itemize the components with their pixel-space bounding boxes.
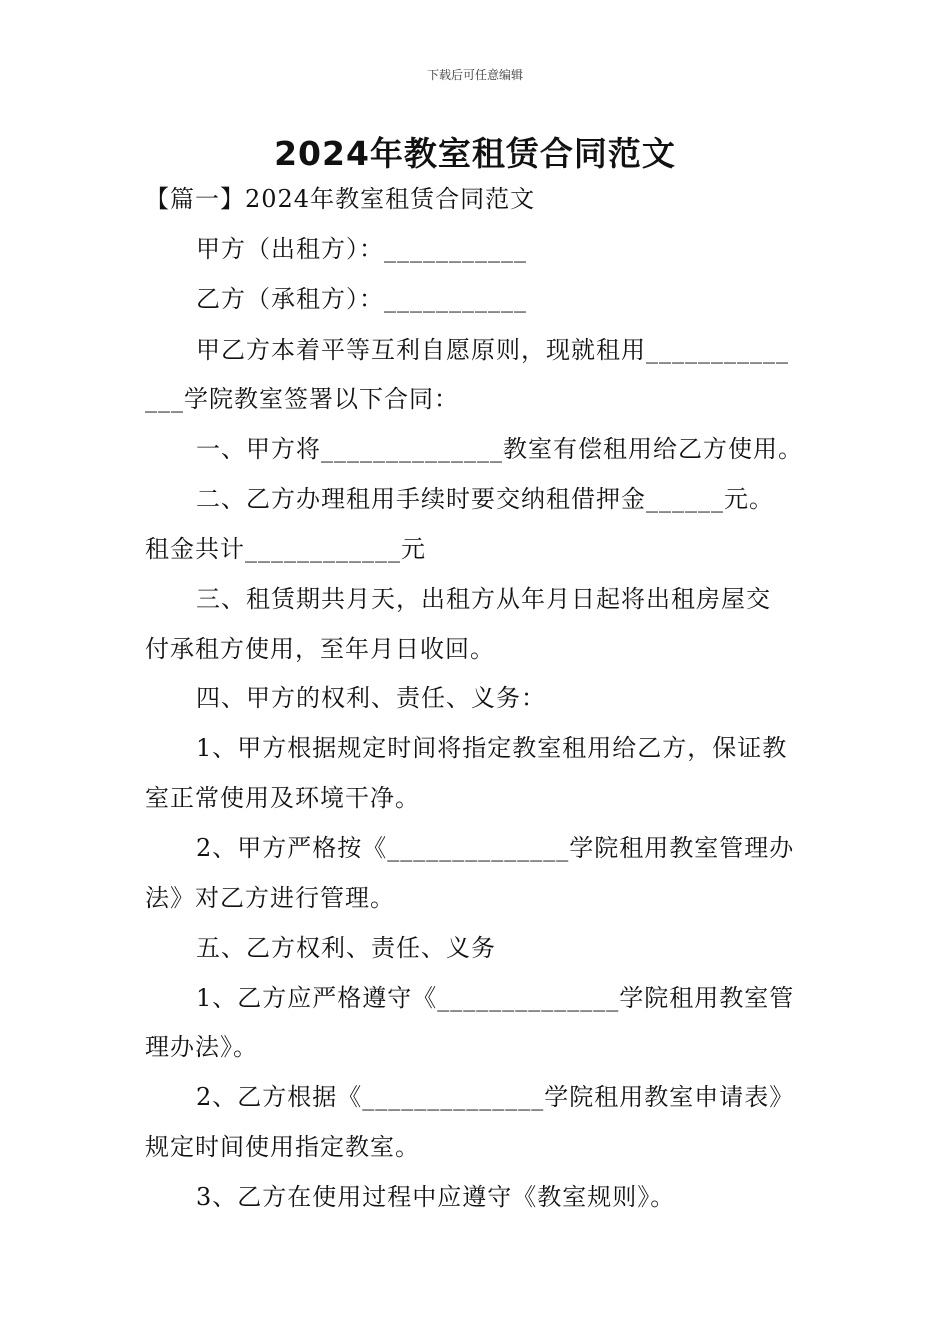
clause-line: 1、甲方根据规定时间将指定教室租用给乙方，保证教 xyxy=(196,734,788,762)
document-title: 2024年教室租赁合同范文 xyxy=(274,134,676,173)
header-note: 下载后可任意编辑 xyxy=(426,68,523,82)
clause-heading: 五、乙方权利、责任、义务 xyxy=(196,934,496,962)
party-a-line: 甲方（出租方）：___________ xyxy=(196,235,527,263)
section-heading: 【篇一】2024年教室租赁合同范文 xyxy=(145,185,536,213)
clause-line: 3、乙方在使用过程中应遵守《教室规则》。 xyxy=(196,1183,676,1211)
clause-line: 规定时间使用指定教室。 xyxy=(145,1133,420,1161)
clause-heading: 四、甲方的权利、责任、义务： xyxy=(196,684,546,712)
clause-line: 1、乙方应严格遵守《______________学院租用教室管 xyxy=(196,984,795,1012)
paragraph-line: ___学院教室签署以下合同： xyxy=(145,385,459,413)
clause-line: 租金共计____________元 xyxy=(145,535,426,563)
clause-line: 三、租赁期共月天，出租方从年月日起将出租房屋交 xyxy=(196,585,771,613)
clause-line: 付承租方使用，至年月日收回。 xyxy=(145,635,495,663)
clause-line: 法》对乙方进行管理。 xyxy=(145,884,395,912)
party-b-line: 乙方（承租方）：___________ xyxy=(196,285,527,313)
clause-line: 一、甲方将______________教室有偿租用给乙方使用。 xyxy=(196,435,803,463)
clause-line: 二、乙方办理租用手续时要交纳租借押金______元。 xyxy=(196,485,774,513)
clause-line: 2、乙方根据《______________学院租用教室申请表》 xyxy=(196,1083,795,1111)
clause-line: 室正常使用及环境干净。 xyxy=(145,784,420,812)
clause-line: 理办法》。 xyxy=(145,1033,258,1061)
clause-line: 2、甲方严格按《______________学院租用教室管理办 xyxy=(196,834,795,862)
paragraph-line: 甲乙方本着平等互利自愿原则，现就租用___________ xyxy=(196,336,789,364)
